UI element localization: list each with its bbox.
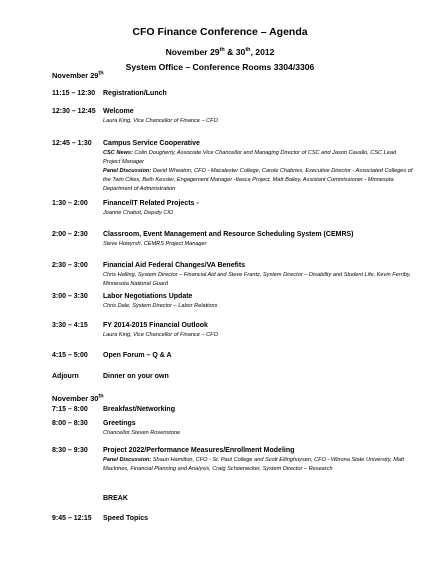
session-detail-text: Shaun Hamilton, CFO - St. Paul College and Scott Ellinghuysen, CFO - Winona State University, Matt MacInnes, Financial Planning and Analysis, Craig Schoenecker, System Director – Research — [103, 456, 405, 472]
session-title: Welcome — [103, 108, 134, 115]
session-detail: Steve Howyrsh, CEMRS Project Manager — [103, 240, 207, 247]
session-body — [103, 107, 413, 126]
session-detail-label: Panel Discussion: — [103, 456, 152, 463]
session-body — [103, 261, 413, 289]
session-title: Campus Service Cooperative — [103, 140, 200, 147]
session-time: 3:00 – 3:30 — [52, 293, 88, 300]
day-heading-2: November 30th — [52, 393, 104, 403]
session-title: Project 2022/Performance Measures/Enrollment Modeling — [103, 447, 295, 454]
session-body — [103, 292, 413, 311]
session-title: Financial Aid Federal Changes/VA Benefits — [103, 262, 246, 269]
session-body — [103, 89, 413, 99]
session-detail-text: David Wheaton, CFO - Macalester College, Carole Chabries, Executive Director - Associated Colleges of the Twin Cities, Beth Kessler, Engagement Manager -Itasca Project, Matt Bailey, Assistant Commissioner - Minnesota Department of Administration — [103, 168, 413, 193]
conference-dates: November 29th & 30th, 2012 — [165, 47, 275, 57]
session-time: 8:00 – 8:30 — [52, 420, 88, 427]
session-title: Finance/IT Related Projects - — [103, 200, 199, 207]
session-title: Greetings — [103, 420, 136, 427]
session-title: Speed Topics — [103, 515, 148, 522]
session-time: 1:30 – 2:00 — [52, 200, 88, 207]
session-detail: Laura King, Vice Chancellor of Finance – CFO — [103, 331, 218, 338]
session-body — [103, 139, 413, 195]
session-title: FY 2014-2015 Financial Outlook — [103, 322, 208, 329]
session-time: 12:45 – 1:30 — [52, 140, 92, 147]
conference-location: System Office – Conference Rooms 3304/3306 — [125, 62, 315, 72]
session-body — [103, 372, 413, 382]
session-detail: Chancellor Steven Rosenstone — [103, 429, 181, 436]
session-time: Adjourn — [52, 373, 79, 380]
day-heading-1: November 29th — [52, 70, 104, 80]
session-body — [103, 321, 413, 340]
session-detail-label: CSC News: — [103, 149, 133, 156]
session-title: Open Forum – Q & A — [103, 352, 172, 359]
session-time: 2:00 – 2:30 — [52, 231, 88, 238]
session-body — [103, 514, 413, 524]
session-body — [103, 230, 413, 249]
session-body — [103, 199, 413, 218]
session-title: Registration/Lunch — [103, 90, 167, 97]
session-body — [103, 405, 413, 415]
session-detail — [103, 456, 413, 474]
session-time: 8:30 – 9:30 — [52, 447, 88, 454]
session-time: 12:30 – 12:45 — [52, 108, 96, 115]
session-time: 9:45 – 12:15 — [52, 515, 92, 522]
session-detail-text: Colin Dougherty, Associate Vice Chancellor and Managing Director of CSC and Jason Cavallo, CSC Lead Project Manager — [103, 149, 397, 165]
session-time: 3:30 – 4:15 — [52, 322, 88, 329]
session-title: Labor Negotiations Update — [103, 293, 193, 300]
session-body — [103, 419, 413, 438]
session-title: Classroom, Event Management and Resource Scheduling System (CEMRS) — [103, 231, 354, 238]
session-title: BREAK — [103, 495, 128, 502]
session-body — [103, 446, 413, 474]
session-detail-label: Panel Discussion: — [103, 168, 152, 174]
session-title: Breakfast/Networking — [103, 406, 175, 413]
page-title: CFO Finance Conference – Agenda — [132, 26, 308, 38]
session-title: Dinner on your own — [103, 373, 169, 380]
session-detail: Chris Dale, System Director – Labor Relations — [103, 302, 218, 309]
session-time: 4:15 – 5:00 — [52, 352, 88, 359]
session-body — [103, 494, 413, 504]
session-time: 7:15 – 8:00 — [52, 406, 88, 413]
session-detail: Laura King, Vice Chancellor of Finance – CFO — [103, 117, 218, 124]
session-time: 2:30 – 3:00 — [52, 262, 88, 269]
session-detail: Joanne Chabot, Deputy CIO — [103, 209, 174, 216]
session-detail — [103, 167, 413, 195]
session-time: 11:15 – 12:30 — [52, 90, 96, 97]
session-body — [103, 351, 413, 361]
session-detail: Chris Halling, System Director – Financial Aid and Steve Frantz, System Director – Disability and Student Life, Kevin Ferriby, Minnesota National Guard — [103, 271, 411, 287]
session-detail — [103, 149, 413, 167]
